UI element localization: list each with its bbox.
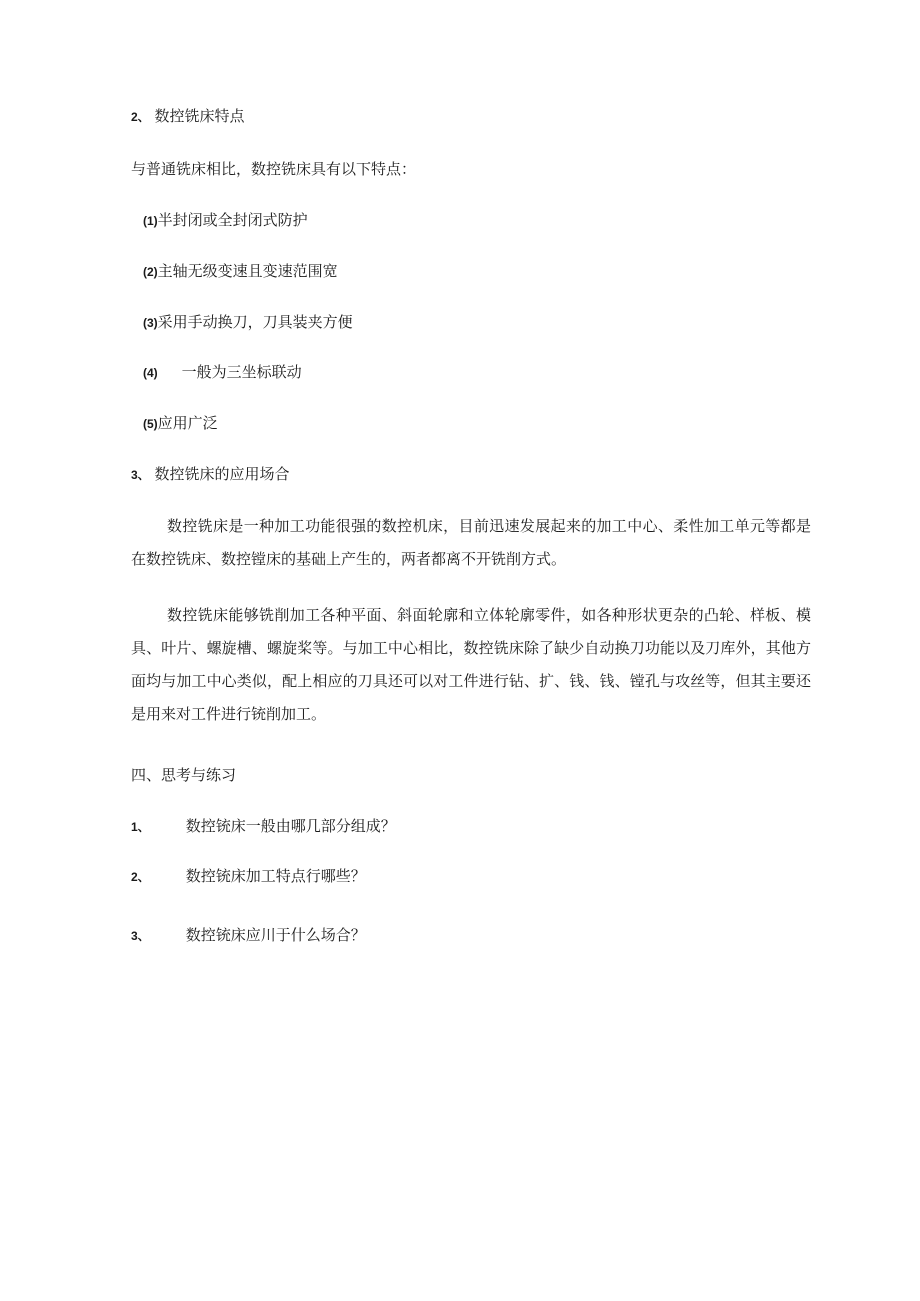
feature-number: (1)	[143, 214, 158, 228]
feature-number: (3)	[143, 316, 158, 330]
section-4-heading: 四、思考与练习	[131, 766, 237, 784]
question-item	[131, 816, 396, 837]
feature-item	[143, 261, 338, 282]
feature-item	[143, 312, 353, 333]
section-2-title: 数控铣床特点	[154, 107, 245, 125]
question-number: 3、	[131, 929, 150, 943]
feature-number: (5)	[143, 417, 158, 431]
body-paragraph: 数控铣床是一种加工功能很强的数控机床，目前迅速发展起来的加工中心、柔性加工单元等都是在数控铣床、数控镗床的基础上产生的，两者都离不开铣削方式。	[131, 517, 811, 568]
section-3-title: 数控铣床的应用场合	[154, 465, 290, 483]
feature-item	[143, 413, 218, 434]
question-item	[131, 866, 366, 887]
feature-number: (4)	[143, 366, 158, 380]
feature-item	[143, 362, 302, 383]
section-3-heading	[131, 464, 289, 485]
feature-text: 采用手动换刀，刀具装夹方便	[157, 313, 353, 331]
question-number: 2、	[131, 870, 150, 884]
body-paragraph: 数控铣床能够铣削加工各种平面、斜面轮廓和立体轮廓零件，如各种形状更杂的凸轮、样板、模具、叶片、螺旋槽、螺旋桨等。与加工中心相比，数控铣床除了缺少自动换刀功能以及刀库外，其他方面均与加工中心类似，配上相应的刀具还可以对工件进行钻、扩、钱、钱、镗孔与攻丝等，但其主要还是用来对工件进行铳削加工。	[131, 606, 811, 723]
feature-text: 一般为三坐标联动	[181, 363, 302, 381]
section-2-heading	[131, 106, 244, 127]
section-3-number: 3、	[131, 468, 150, 482]
intro-text: 与普通铣床相比，数控铣床具有以下特点：	[131, 160, 417, 178]
feature-item	[143, 210, 308, 231]
question-number: 1、	[131, 820, 150, 834]
question-item	[131, 925, 366, 946]
section-2-number: 2、	[131, 110, 150, 124]
question-text: 数控铳床一般由哪几部分组成？	[185, 817, 396, 835]
feature-text: 主轴无级变速且变速范围宽	[157, 262, 338, 280]
question-text: 数控铳床应川于什么场合？	[185, 926, 366, 944]
question-text: 数控铳床加工特点行哪些？	[185, 867, 366, 885]
feature-number: (2)	[143, 265, 158, 279]
feature-text: 半封闭或全封闭式防护	[157, 211, 308, 229]
feature-text: 应用广泛	[157, 414, 218, 432]
